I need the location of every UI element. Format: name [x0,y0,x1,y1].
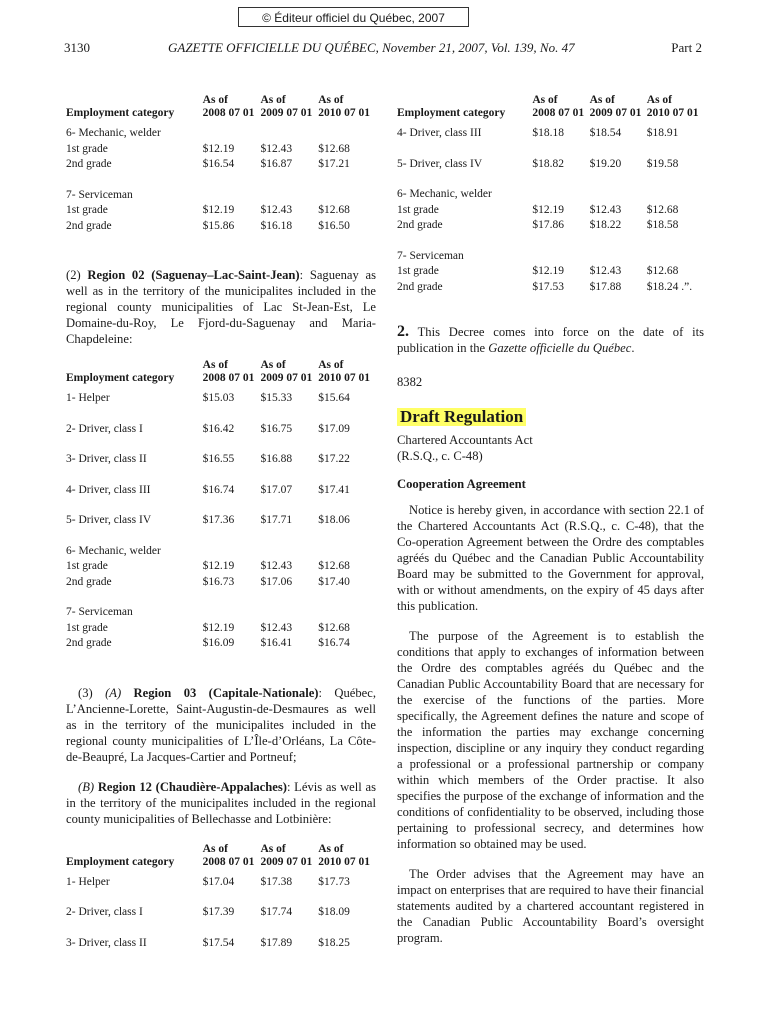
value-2009 [260,936,318,952]
value-2010 [318,875,376,891]
right-column [397,94,704,946]
cell-line: $15.33 [260,392,293,404]
value-2009 [260,126,318,173]
table-header-row [66,359,376,387]
row-gap [397,295,704,310]
value-2010 [647,126,704,142]
cell-line: $18.82 [532,157,564,170]
cell-line: $12.19 [532,203,564,216]
value-2010 [647,157,704,173]
value-2008 [203,452,261,468]
header-line: As of [260,94,286,106]
section-2-paragraph: 2. This Decree comes into force on the date of its publication in the Gazette officielle du Québec. [397,323,704,355]
cell-line: $12.68 [318,204,350,216]
header-line: As of [202,359,228,371]
value-2008 [203,422,261,438]
cell-line: 1- Helper [66,875,110,888]
cell-line: 3- Driver, class II [66,936,147,949]
value-2010 [318,452,376,468]
purpose-paragraph: The purpose of the Agreement is to establish the conditions that apply to exchanges of information between the Ordre des comptables agréés du Québec and the Canadian Public Accountability Board that are necessary for the exercise of the functions of the parties. More specifically, the Agreement defines the nature and scope of the information the parties may exchange concerning inspection, discipline or any inquiry they conduct regarding a professional or a professional partnership or company within which members of the Order practise. It also specifies the purpose of the exchange of information and the conditions of confidentiality to be observed, including those pertaining to professional secrecy, and determines how information so obtained may be used. [397,629,704,851]
cell-line: $12.68 [646,265,679,277]
table-header-row [66,94,376,122]
cell-line: $17.40 [318,575,350,588]
cell-line: $18.22 [589,219,622,231]
header-line: As of [318,359,344,371]
cell-line: 2nd grade [66,219,112,232]
row-label [66,605,203,652]
value-2009 [590,126,647,142]
cell-line: $17.53 [532,280,564,293]
cell-line: 2nd grade [397,280,443,293]
gap-cell [66,407,376,422]
table-row [66,391,376,407]
cell-line [532,187,589,203]
gap-cell [66,921,376,936]
header-date-3 [318,94,376,122]
value-2009 [260,422,318,438]
cell-line: $16.55 [202,453,235,465]
header-line: As of [260,842,286,855]
cell-line: $19.20 [589,157,622,170]
value-2009 [260,875,318,891]
wage-table-1 [66,94,376,249]
cell-line: $15.03 [202,392,235,404]
value-2008 [203,483,261,499]
header-line: 2008 07 01 [202,855,255,868]
cell-line [260,126,318,142]
cell-line [532,249,589,265]
value-2010 [318,188,376,235]
row-label [66,391,203,407]
region-02-paragraph: (2) Region 02 (Saguenay–Lac-Saint-Jean): Saguenay as well as in the territory of the municipalites included in the regional county municipalities of Lac St-Jean-Est, Le Domaine-du-Roy, Le Fjord-du-Saguenay and Maria-Chapdeleine: [66,268,376,346]
cell-line: $12.43 [589,203,622,216]
cell-line: $18.24 .”. [646,280,693,293]
gap-cell [66,173,376,188]
region-12-paragraph: (B) Region 12 (Chaudière-Appalaches): Lévis as well as in the territory of the municipalites included in the regional county municipalities of Bellechasse and Lotbinière: [66,779,376,826]
cell-line: $12.68 [318,142,350,155]
cell-line: $18.06 [318,514,350,526]
value-2008 [203,875,261,891]
value-2009 [590,187,647,234]
cell-line: $12.43 [589,265,622,277]
row-label [66,544,203,591]
value-2009 [590,157,647,173]
row-label [66,483,203,499]
row-gap [397,142,704,157]
page-number: 3130 [64,40,90,55]
document-number: 8382 [397,375,423,389]
row-gap [66,590,376,605]
table-row [66,936,376,952]
value-2009 [260,391,318,407]
cell-line: $17.07 [260,483,293,496]
cell-line: $17.71 [260,514,293,526]
gap-cell [66,652,376,667]
header-date-3 [318,359,376,387]
value-2009 [590,249,647,296]
cell-line: 6- Mechanic, welder [66,544,161,557]
value-2009 [260,452,318,468]
gap-cell [66,529,376,544]
header-line: As of [589,94,615,106]
header-line: As of [318,842,344,855]
header-line: As of [532,94,558,106]
cell-line: 4- Driver, class III [397,127,482,139]
table-row [66,605,376,652]
cell-line: 7- Serviceman [397,249,464,262]
cell-line: $17.86 [532,219,564,231]
cell-line: 2- Driver, class I [66,906,143,918]
header-line: 2010 07 01 [646,107,699,119]
cell-line: $16.41 [260,637,293,649]
cell-line: $17.04 [202,875,235,888]
header-date-1 [203,359,261,387]
table-row [397,187,704,234]
gap-cell [66,437,376,452]
table-row [397,249,704,296]
cell-line: $16.18 [260,219,293,232]
cell-line [590,249,647,265]
row-gap [397,172,704,187]
cell-line: $18.25 [318,936,350,949]
cell-line: $17.41 [318,483,350,496]
cell-line: $17.74 [260,906,293,918]
table-row [66,905,376,921]
value-2010 [318,126,376,173]
cell-line: $16.09 [202,637,235,649]
cell-line: 2nd grade [66,158,112,170]
cell-line: 1st grade [66,204,108,216]
header-employment-category: Employment category [66,855,175,868]
cell-line: 1st grade [66,142,108,155]
cell-line: $12.19 [202,142,235,155]
cell-line [590,187,647,203]
row-gap [397,234,704,249]
cell-line: $12.19 [202,560,235,572]
cell-line: 3- Driver, class II [66,453,147,465]
cell-line [260,605,318,621]
act-name: Chartered Accountants Act [397,433,533,447]
cell-line [318,126,376,142]
table-row [66,188,376,235]
cell-line [203,126,261,142]
cell-line: 6- Mechanic, welder [397,188,492,200]
cell-line: $12.43 [260,560,293,572]
cell-line: 2- Driver, class I [66,422,143,435]
gap-cell [397,234,704,249]
cell-line: $12.19 [532,265,564,277]
row-label [397,187,532,234]
row-gap [66,951,376,966]
value-2008 [203,391,261,407]
value-2010 [318,422,376,438]
act-reference: (R.S.Q., c. C-48) [397,449,483,463]
cell-line: 1- Helper [66,392,110,404]
table-row [66,875,376,891]
row-label [397,157,532,173]
value-2010 [318,391,376,407]
value-2008 [532,126,589,142]
draft-regulation-heading: Draft Regulation [397,408,526,426]
row-label [66,188,203,235]
value-2008 [532,187,589,234]
value-2008 [203,126,261,173]
gap-cell [397,295,704,310]
cell-line: $17.36 [202,514,235,526]
header-date-3 [318,843,376,871]
cell-line: $18.58 [646,219,679,231]
header-line: As of [646,94,673,106]
cell-line: $18.91 [646,127,679,139]
cell-line: $17.54 [202,936,235,949]
cell-line [318,544,376,560]
table-row [66,422,376,438]
header-date-2 [260,94,318,122]
header-line: 2010 07 01 [318,372,370,384]
header-employment-category: Employment category [66,372,175,384]
cell-line: $12.43 [260,621,293,634]
cell-line [260,188,318,204]
row-gap [66,437,376,452]
cell-line [260,544,318,560]
wage-table-2 [66,359,376,667]
row-label [66,875,203,891]
value-2010 [647,187,704,234]
impact-paragraph: The Order advises that the Agreement may have an impact on enterprises that are required to have their financial statements audited by a chartered accountant registered in the Canadian Public Accountability Board’s oversight program. [397,867,704,945]
cell-line: $16.73 [202,575,235,588]
cell-line: 4- Driver, class III [66,483,151,496]
value-2009 [260,188,318,235]
part-label: Part 2 [671,40,702,55]
cell-line: $12.43 [260,142,293,155]
cell-line: 5- Driver, class IV [66,514,152,526]
cell-line: $17.09 [318,422,350,435]
value-2009 [260,483,318,499]
header-date-2 [260,359,318,387]
value-2010 [647,249,704,296]
row-label [66,905,203,921]
header-line: 2009 07 01 [260,372,313,384]
header-line: 2008 07 01 [532,107,585,119]
value-2008 [203,188,261,235]
header-line: 2010 07 01 [318,855,370,868]
row-gap [66,468,376,483]
value-2010 [318,605,376,652]
cell-line [318,188,376,204]
cell-line: $18.18 [532,127,564,139]
value-2008 [532,157,589,173]
subject-heading: Cooperation Agreement [397,477,526,491]
value-2008 [203,544,261,591]
cell-line: 7- Serviceman [66,606,133,618]
cell-line: $17.21 [318,158,350,170]
header-line: As of [260,359,286,371]
gap-cell [66,590,376,605]
gap-cell [66,468,376,483]
cell-line: $17.73 [318,875,350,888]
row-gap [66,921,376,936]
cell-line: 2nd grade [66,575,112,588]
cell-line: $18.09 [318,906,350,918]
gap-cell [397,172,704,187]
cell-line [318,605,376,621]
row-label [66,126,203,173]
cell-line: $12.68 [318,621,350,634]
notice-paragraph: Notice is hereby given, in accordance with section 22.1 of the Chartered Accountants Act (R.S.Q., c. C-48), that the Co-operation Agreement between the Ordre des comptables agréés du Québec and the Canadian Public Accountability Board may be submitted to the Government for approval, with or without amendments, on the expiry of 45 days after this publication. [397,503,704,613]
cell-line: $12.68 [646,203,679,216]
cell-line: $18.54 [589,127,622,139]
cell-line: 6- Mechanic, welder [66,127,161,139]
header-line: 2009 07 01 [589,107,642,119]
header-date-2 [590,94,647,122]
cell-line: 1st grade [66,621,108,634]
header-line: As of [318,94,344,106]
cell-line [203,188,261,204]
value-2008 [203,936,261,952]
row-gap [66,407,376,422]
cell-line [203,605,261,621]
table-row [66,483,376,499]
cell-line: $16.75 [260,422,293,435]
table-header-row [397,94,704,122]
table-row [397,157,704,173]
cell-line: $17.22 [318,453,350,465]
cell-line: $17.06 [260,575,293,588]
cell-line: $16.74 [202,483,235,496]
cell-line: $12.43 [260,204,293,216]
row-gap [66,652,376,667]
value-2010 [318,513,376,529]
table-row [66,544,376,591]
row-label [66,422,203,438]
header-line: 2009 07 01 [260,107,313,119]
row-gap [66,498,376,513]
value-2008 [203,605,261,652]
cell-line: $17.89 [260,936,293,949]
cell-line: $16.50 [318,219,350,232]
table-row [66,452,376,468]
header-date-1 [203,94,261,122]
value-2010 [318,936,376,952]
region-03-paragraph: (3) (A) Region 03 (Capitale-Nationale): Québec, L’Ancienne-Lorette, Saint-Augustin-de-Desmaures as well as in the territory of the municipalites included in the regional county municipalities of L’Île-d’Orléans, La Côte-de-Beaupré, La Jacques-Cartier and Portneuf; [66,685,376,764]
gap-cell [66,498,376,513]
wage-table-3 [66,843,376,967]
row-label [397,126,532,142]
cell-line: 1st grade [66,560,108,572]
cell-line: 1st grade [397,203,439,216]
value-2009 [260,605,318,652]
value-2008 [203,513,261,529]
header-date-1 [203,843,261,871]
value-2010 [318,905,376,921]
cell-line: 1st grade [397,265,439,277]
gap-cell [66,951,376,966]
value-2010 [318,483,376,499]
cell-line: $17.88 [589,280,622,293]
header-date-2 [260,843,318,871]
copyright-banner: © Éditeur officiel du Québec, 2007 [238,7,469,27]
row-gap [66,529,376,544]
row-gap [66,890,376,905]
cell-line: $16.88 [260,453,293,465]
cell-line [203,544,261,560]
gap-cell [397,142,704,157]
cell-line: $16.54 [202,158,235,170]
cell-line: $12.19 [202,204,235,216]
cell-line [647,249,704,265]
header-line: 2008 07 01 [202,107,255,119]
gap-cell [66,890,376,905]
header-employment-category: Employment category [66,107,175,119]
value-2009 [260,544,318,591]
cell-line: $19.58 [646,157,679,170]
row-label [66,513,203,529]
row-label [66,936,203,952]
table-row [397,126,704,142]
value-2008 [532,249,589,296]
header-employment-category: Employment category [397,107,506,119]
cell-line: 2nd grade [397,219,443,231]
header-line: 2009 07 01 [260,855,313,868]
table-header-row [66,843,376,871]
value-2009 [260,513,318,529]
cell-line: $15.86 [202,219,235,232]
table-row [66,126,376,173]
cell-line: $12.19 [202,621,235,634]
row-label [66,452,203,468]
header-line: 2008 07 01 [202,372,255,384]
cell-line: $16.42 [202,422,235,435]
gap-cell [66,234,376,249]
cell-line: 2nd grade [66,637,112,649]
page-title: GAZETTE OFFICIELLE DU QUÉBEC, November 21, 2007, Vol. 139, No. 47 [168,40,575,55]
value-2008 [203,905,261,921]
cell-line: $15.64 [318,392,350,404]
cell-line: $12.68 [318,560,350,572]
row-gap [66,234,376,249]
cell-line: $16.74 [318,637,350,649]
header-line: As of [202,94,228,106]
cell-line [647,187,704,203]
header-line: As of [202,842,228,855]
header-line: 2010 07 01 [318,107,370,119]
value-2010 [318,544,376,591]
row-label [397,249,532,296]
left-column [66,94,376,966]
cell-line: $16.87 [260,158,293,170]
cell-line: 5- Driver, class IV [397,157,483,170]
wage-table-4 [397,94,704,310]
header-date-1 [532,94,589,122]
cell-line: $17.39 [202,906,235,918]
header-date-3 [647,94,704,122]
table-row [66,513,376,529]
value-2009 [260,905,318,921]
cell-line: $17.38 [260,875,293,888]
row-gap [66,173,376,188]
cell-line: 7- Serviceman [66,188,133,201]
